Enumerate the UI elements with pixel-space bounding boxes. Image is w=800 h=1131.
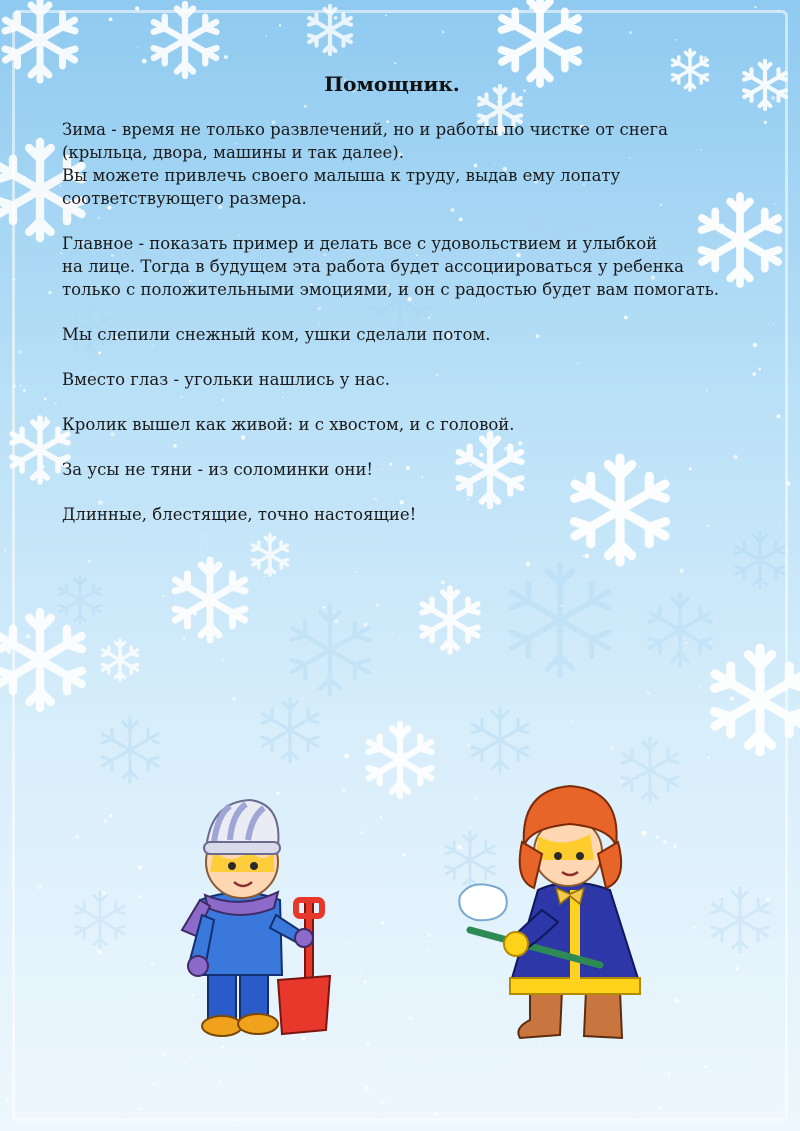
- text-content: [62, 72, 782, 548]
- snow-dot: [533, 7, 535, 9]
- text-line: Мы слепили снежный ком, ушки сделали потом.: [62, 325, 491, 344]
- text-line: (крыльца, двора, машины и так далее).: [62, 143, 404, 162]
- paragraphs: [62, 118, 782, 526]
- girl-with-snowball: [459, 786, 640, 1038]
- text-line: Зима - время не только развлечений, но и работы по чистке от снега: [62, 120, 668, 139]
- text-line: Вместо глаз - угольки нашлись у нас.: [62, 370, 391, 389]
- paragraph: [62, 118, 782, 210]
- snow-dot: [237, 1123, 238, 1124]
- text-line: соответствующего размера.: [62, 189, 307, 208]
- paragraph: [62, 323, 782, 346]
- page-title: Помощник.: [324, 72, 460, 96]
- text-line: Главное - показать пример и делать все с удовольствием и улыбкой: [62, 234, 658, 253]
- children-illustration: [170, 780, 670, 1060]
- paragraph: [62, 232, 782, 301]
- snow-dot: [6, 1099, 9, 1102]
- text-line: За усы не тяни - из соломинки они!: [62, 460, 374, 479]
- snow-dot: [7, 650, 11, 654]
- text-line: на лице. Тогда в будущем эта работа будет ассоциироваться у ребенка: [62, 257, 684, 276]
- paragraph: [62, 503, 782, 526]
- paragraph: [62, 458, 782, 481]
- text-line: только с положительными эмоциями, и он с радостью будет вам помогать.: [62, 280, 719, 299]
- paragraph: [62, 368, 782, 391]
- snow-dot: [4, 549, 7, 552]
- snow-dot: [754, 6, 756, 8]
- boy-with-shovel: [182, 800, 330, 1036]
- text-line: Вы можете привлечь своего малыша к труду, выдав ему лопату: [62, 166, 621, 185]
- text-line: Длинные, блестящие, точно настоящие!: [62, 505, 417, 524]
- text-line: Кролик вышел как живой: и с хвостом, и с головой.: [62, 415, 515, 434]
- paragraph: [62, 413, 782, 436]
